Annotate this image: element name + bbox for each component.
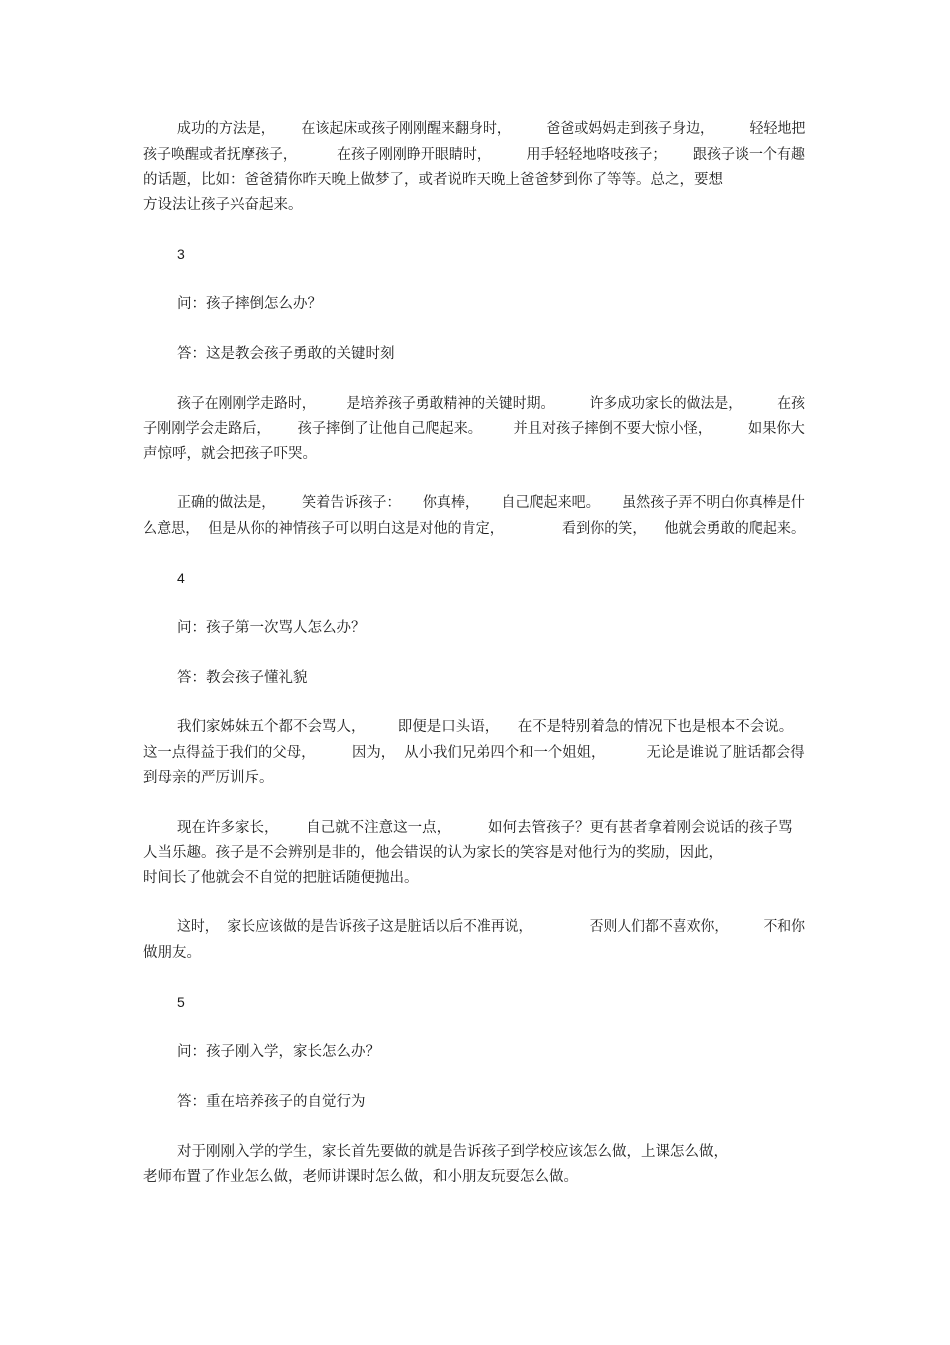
paragraph-line: 做朋友。 — [143, 945, 201, 961]
paragraph-line: 现在许多家长， 自己就不注意这一点， 如何去管孩子？更有甚者拿着刚会说话的孩子骂 — [177, 820, 793, 836]
question: 问：孩子刚入学，家长怎么办？ — [177, 1044, 380, 1060]
paragraph-line: 么意思， 但是从你的神情孩子可以明白这是对他的肯定， 看到你的笑， 他就会勇敢的爬起来。 — [143, 521, 806, 537]
answer: 答：这是教会孩子勇敢的关键时刻 — [177, 346, 395, 362]
section-number: 4 — [177, 570, 185, 586]
paragraph-line: 声惊呼，就会把孩子吓哭。 — [143, 446, 317, 462]
section-number: 3 — [177, 246, 185, 262]
paragraph-line: 对于刚刚入学的学生，家长首先要做的就是告诉孩子到学校应该怎么做，上课怎么做， — [177, 1144, 728, 1160]
paragraph-line: 这时， 家长应该做的是告诉孩子这是脏话以后不准再说， 否则人们都不喜欢你， 不和你 — [177, 919, 806, 935]
paragraph-line: 时间长了他就会不自觉的把脏话随便抛出。 — [143, 870, 419, 886]
paragraph-line: 老师布置了作业怎么做，老师讲课时怎么做，和小朋友玩耍怎么做。 — [143, 1169, 578, 1185]
paragraph-line: 的话题，比如：爸爸猜你昨天晚上做梦了，或者说昨天晚上爸爸梦到你了等等。总之，要想 — [143, 172, 723, 188]
paragraph-line: 正确的做法是， 笑着告诉孩子： 你真棒， 自己爬起来吧。 虽然孩子弄不明白你真棒是什 — [177, 495, 805, 511]
answer: 答：教会孩子懂礼貌 — [177, 670, 308, 686]
answer: 答：重在培养孩子的自觉行为 — [177, 1094, 366, 1110]
section-number: 5 — [177, 994, 185, 1010]
paragraph-line: 人当乐趣。孩子是不会辨别是非的，他会错误的认为家长的笑容是对他行为的奖励，因此， — [143, 845, 723, 861]
paragraph-line: 孩子唤醒或者抚摩孩子， 在孩子刚刚睁开眼睛时， 用手轻轻地咯吱孩子； 跟孩子谈一个有趣 — [143, 147, 806, 163]
paragraph-line: 子刚刚学会走路后， 孩子摔倒了让他自己爬起来。 并且对孩子摔倒不要大惊小怪， 如果你大 — [143, 421, 805, 437]
question: 问：孩子第一次骂人怎么办？ — [177, 620, 366, 636]
paragraph-line: 到母亲的严厉训斥。 — [143, 770, 274, 786]
paragraph-line: 我们家姊妹五个都不会骂人， 即便是口头语， 在不是特别着急的情况下也是根本不会说。 — [177, 719, 794, 735]
paragraph-line: 这一点得益于我们的父母， 因为， 从小我们兄弟四个和一个姐姐， 无论是谁说了脏话都会得 — [143, 745, 805, 761]
paragraph-line: 孩子在刚刚学走路时， 是培养孩子勇敢精神的关键时期。 许多成功家长的做法是， 在孩 — [177, 396, 806, 412]
paragraph-line: 成功的方法是， 在该起床或孩子刚刚醒来翻身时， 爸爸或妈妈走到孩子身边， 轻轻地把 — [177, 121, 806, 137]
paragraph-line: 方设法让孩子兴奋起来。 — [143, 197, 303, 213]
question: 问：孩子摔倒怎么办？ — [177, 296, 322, 312]
